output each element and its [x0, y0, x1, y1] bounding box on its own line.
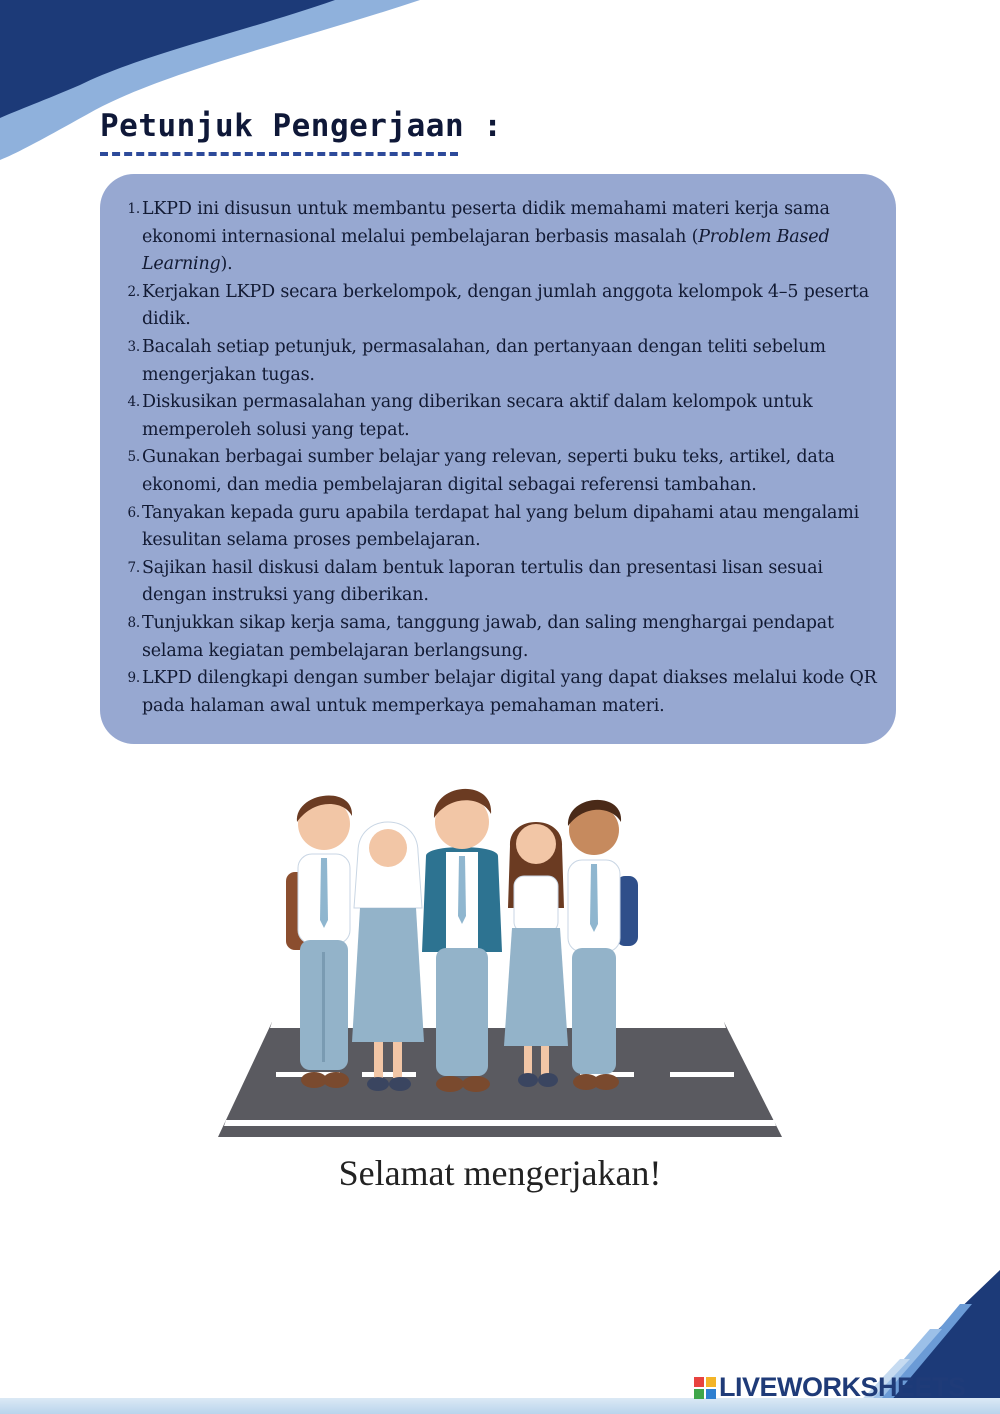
- instruction-item: [100, 279, 886, 334]
- instruction-suffix: ).: [220, 254, 233, 275]
- page-title: Petunjuk Pengerjaan :: [100, 108, 503, 144]
- instructions-list: [100, 196, 886, 720]
- instruction-number: 3.: [127, 338, 140, 355]
- title-dashed-underline: [100, 152, 458, 156]
- instruction-item: [100, 196, 886, 279]
- instruction-text: LKPD ini disusun untuk membantu peserta didik memahami materi kerja sama ekonomi internasional melalui pembelajaran berbasis masalah (: [142, 199, 830, 247]
- instruction-text: Gunakan berbagai sumber belajar yang relevan, seperti buku teks, artikel, data ekonomi, dan media pembelajaran digital sebagai referensi tambahan.: [142, 447, 835, 495]
- instruction-number: 5.: [127, 449, 140, 466]
- instruction-number: 4.: [127, 394, 140, 411]
- instruction-item: [100, 555, 886, 610]
- instruction-item: [100, 665, 886, 720]
- instruction-text: LKPD dilengkapi dengan sumber belajar digital yang dapat diakses melalui kode QR pada halaman awal untuk memperkaya pemahaman materi.: [142, 668, 877, 716]
- instruction-text: Tanyakan kepada guru apabila terdapat hal yang belum dipahami atau mengalami kesulitan selama proses pembelajaran.: [142, 502, 860, 551]
- instruction-item: [100, 610, 886, 665]
- instruction-text: Diskusikan permasalahan yang diberikan secara aktif dalam kelompok untuk memperoleh solusi yang tepat.: [142, 392, 813, 440]
- instruction-text: Kerjakan LKPD secara berkelompok, dengan jumlah anggota kelompok 4–5 peserta didik.: [142, 281, 869, 330]
- liveworksheets-logo-icon: [694, 1377, 716, 1399]
- instruction-number: 6.: [127, 504, 140, 521]
- instruction-number: 9.: [127, 670, 140, 687]
- instruction-number: 2.: [127, 283, 140, 300]
- instruction-item: [100, 500, 886, 555]
- top-wave-decoration: [0, 0, 1000, 170]
- instruction-text: Tunjukkan sikap kerja sama, tanggung jawab, dan saling menghargai pendapat selama kegiatan pembelajaran berlangsung.: [142, 612, 834, 661]
- instruction-text: Sajikan hasil diskusi dalam bentuk laporan tertulis dan presentasi lisan sesuai dengan instruksi yang diberikan.: [142, 557, 823, 606]
- instruction-text: Bacalah setiap petunjuk, permasalahan, dan pertanyaan dengan teliti sebelum mengerjakan tugas.: [142, 336, 826, 385]
- instructions-panel: [100, 174, 896, 744]
- instruction-number: 1.: [127, 201, 140, 217]
- instruction-number: 7.: [127, 559, 140, 576]
- instruction-number: 8.: [127, 614, 140, 631]
- liveworksheets-watermark: [694, 1372, 966, 1403]
- students-walking-illustration: [214, 782, 786, 1144]
- instruction-item: [100, 389, 886, 444]
- instruction-item: [100, 334, 886, 389]
- closing-message: Selamat mengerjakan!: [338, 1153, 662, 1193]
- instruction-emphasis: Problem Based Learning: [142, 226, 830, 275]
- watermark-text: LIVEWORKSHEETS: [719, 1372, 966, 1402]
- instruction-item: [100, 444, 886, 499]
